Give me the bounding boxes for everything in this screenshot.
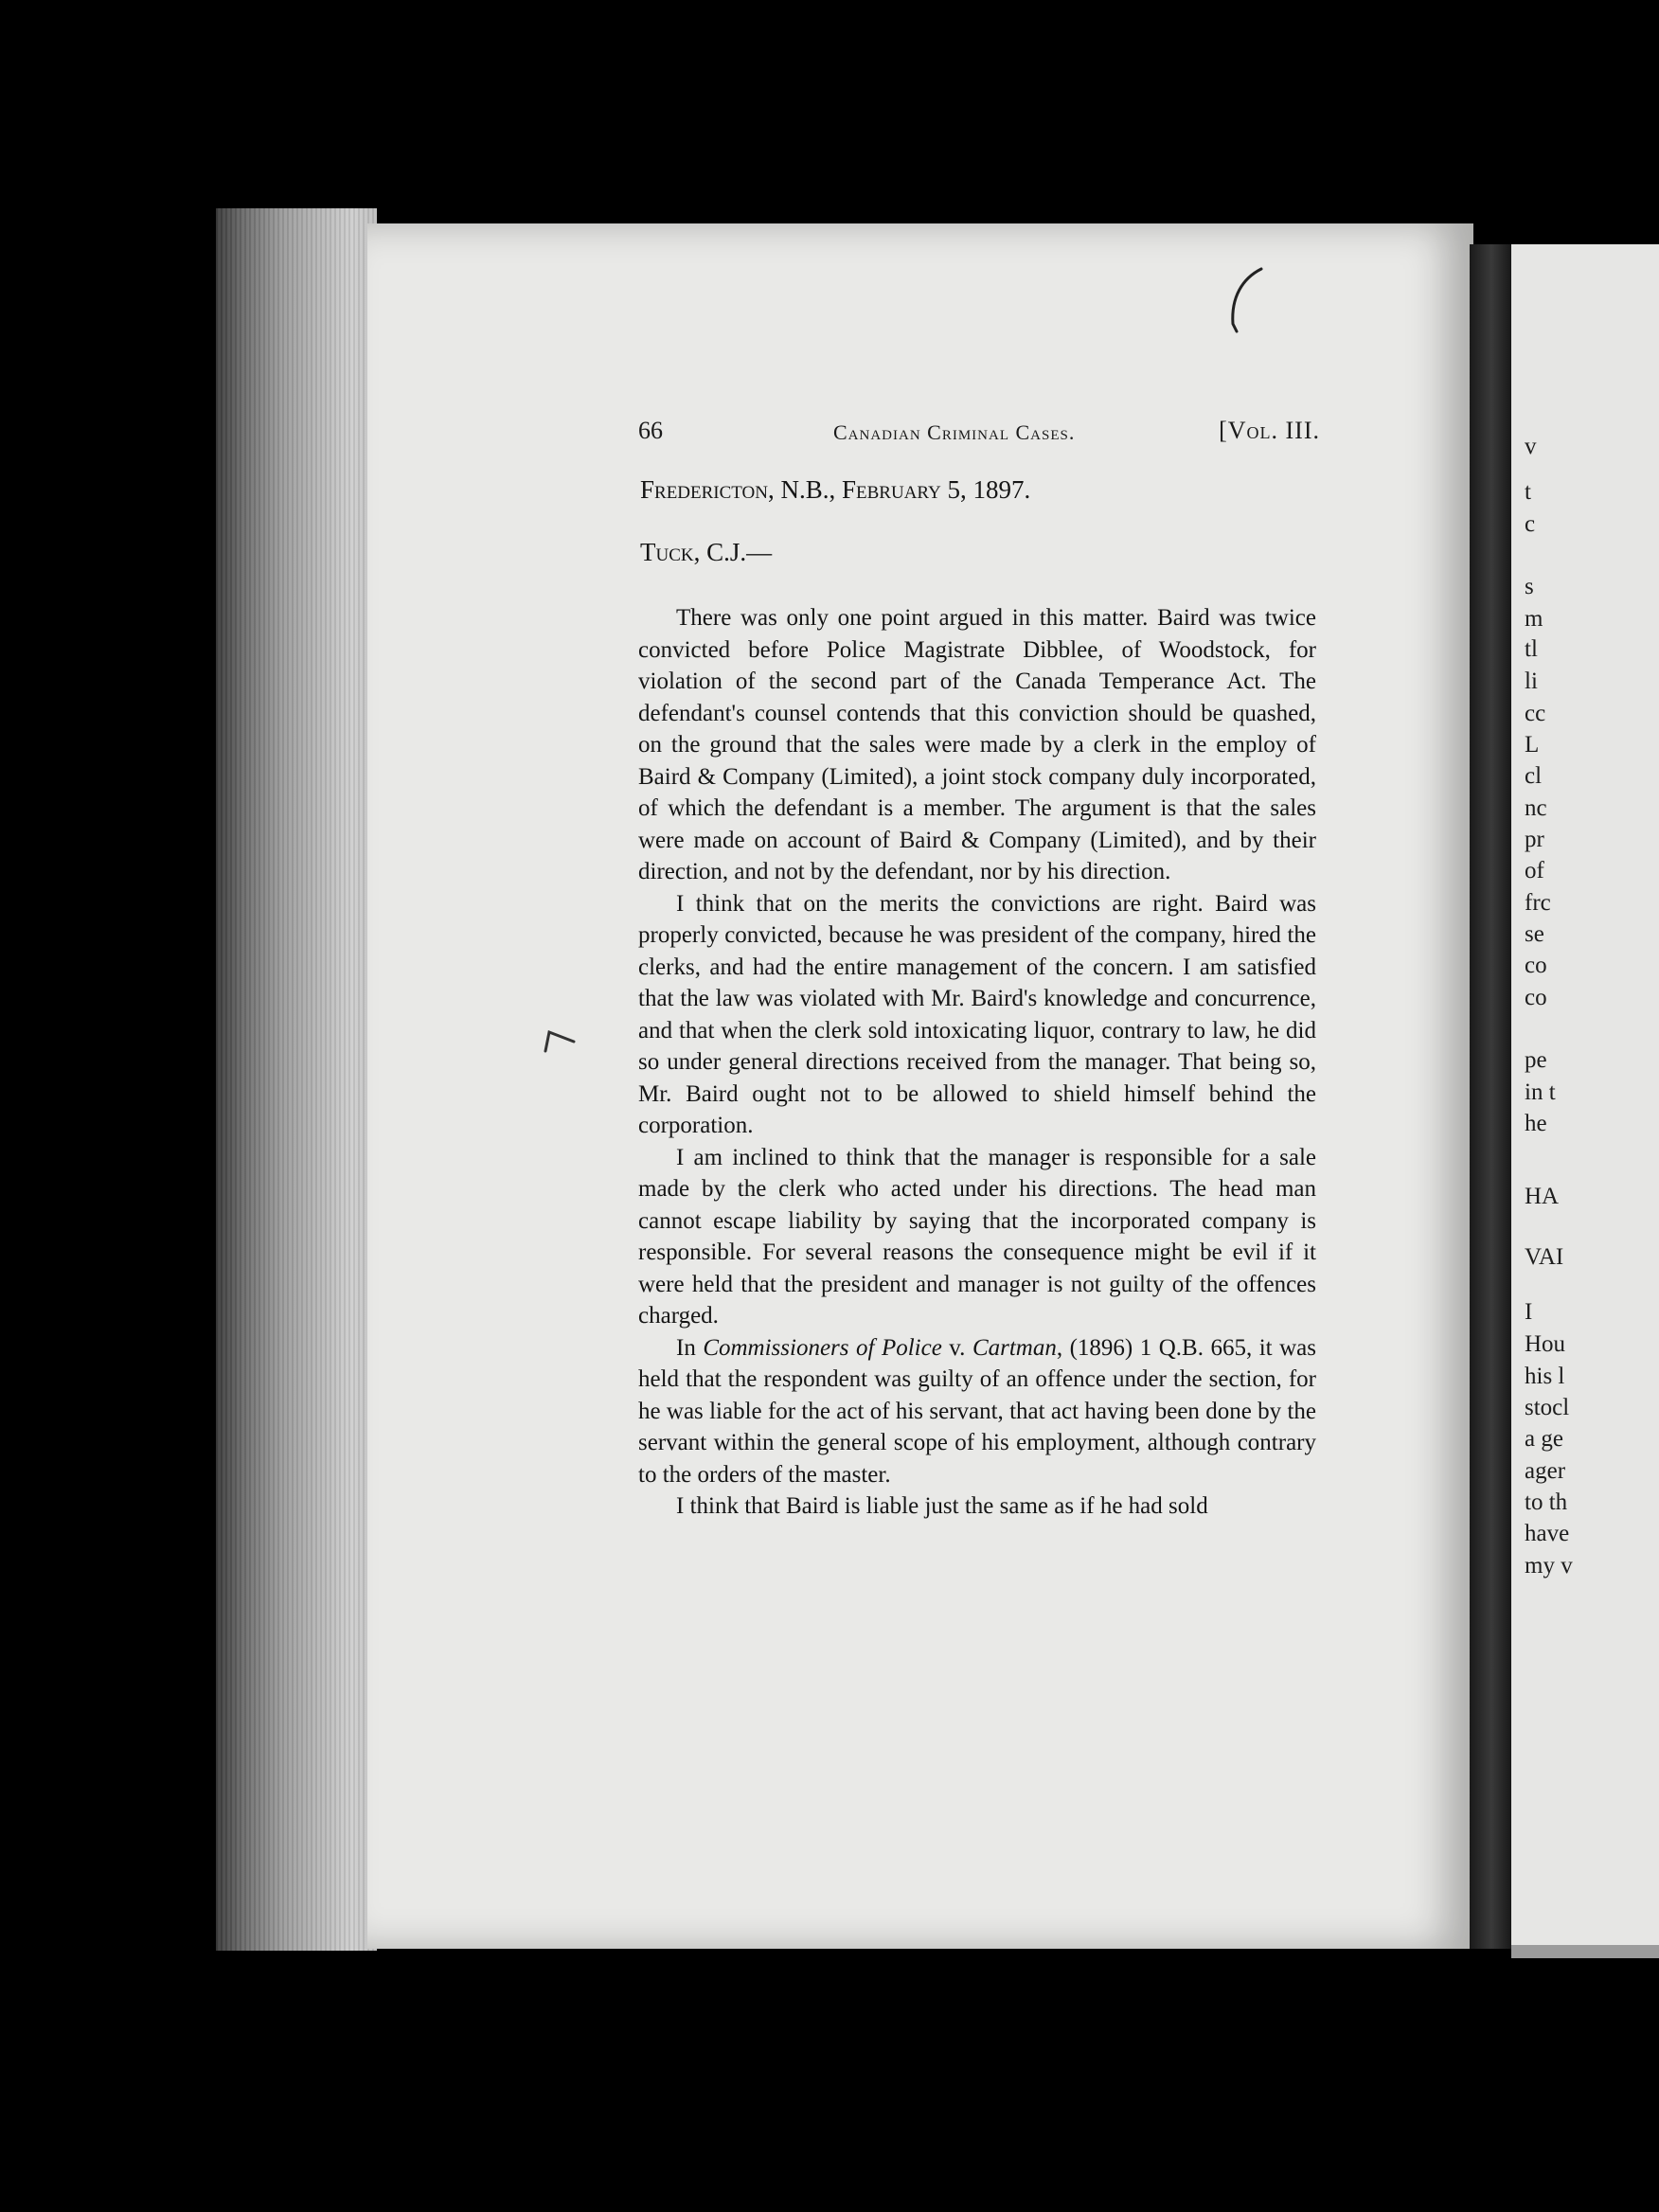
facing-page-fragment: a ge — [1525, 1426, 1563, 1452]
paragraph: I am inclined to think that the manager is responsible for a sale made by the clerk who acted under his directions. The head man cannot escape liability by saying that the incorporated company is responsible. For several reasons the consequence might be evil if it were held that the president and manager is not guilty of the offences charged. — [638, 1144, 1316, 1329]
book-page-edges — [216, 208, 377, 1951]
facing-page-edge — [1511, 1945, 1659, 1958]
case-name: Cartman — [972, 1334, 1057, 1361]
facing-page-fragment: to th — [1525, 1490, 1568, 1515]
facing-page-fragment: li — [1525, 669, 1538, 694]
pencil-mark-icon — [1222, 265, 1269, 341]
facing-page-fragment: ager — [1525, 1458, 1566, 1484]
case-name: Commissioners of Police — [703, 1334, 942, 1361]
text-run: , (1896) 1 Q.B. 665, it was held that the respondent was guilty of an offence under the section, for he was liable for the act of his servant, that act having been done by the servant within the general scope of his employment, although contrary to the orders of the master. — [638, 1334, 1316, 1488]
facing-page-fragment: he — [1525, 1111, 1547, 1136]
case-citation-paragraph — [638, 1332, 1316, 1491]
facing-page-fragment: tl — [1525, 636, 1538, 662]
facing-page-fragment: c — [1525, 511, 1536, 537]
facing-page-fragment: in t — [1525, 1079, 1556, 1105]
paragraph: There was only one point argued in this matter. Baird was twice convicted before Police Magistrate Dibblee, of Woodstock, for violation of the second part of the Canada Temperance Act. The defendant's counsel contends that this conviction should be quashed, on the ground that the sales were made by a clerk in the employ of Baird & Company (Limited), a joint stock company duly incorporated, of which the defendant is a member. The argument is that the sales were made on account of Baird & Company (Limited), and by their direction, and not by the defendant, nor by his direction. — [638, 605, 1316, 884]
book-gutter — [1470, 244, 1513, 1949]
opinion-body — [638, 602, 1316, 1523]
facing-page-fragment: co — [1525, 985, 1547, 1010]
judge-heading: Tuck, C.J.— — [640, 538, 773, 566]
facing-page-fragment: v — [1525, 434, 1537, 459]
running-head — [638, 417, 1320, 455]
facing-page-fragment: cl — [1525, 763, 1543, 789]
facing-page-fragment: co — [1525, 953, 1547, 978]
facing-page-fragment: s — [1525, 574, 1534, 599]
facing-page — [1511, 244, 1659, 1945]
dateline: Fredericton, N.B., February 5, 1897. — [640, 475, 1031, 504]
margin-tick-icon — [542, 1028, 580, 1053]
facing-page-fragment: Hou — [1525, 1331, 1566, 1357]
facing-page-fragment: L — [1525, 732, 1540, 758]
volume-label: [Vol. III. — [1219, 417, 1320, 444]
facing-page-fragment: of — [1525, 858, 1544, 883]
paragraph: I think that Baird is liable just the same as if he had sold — [676, 1493, 1208, 1519]
facing-page-fragment: have — [1525, 1521, 1570, 1546]
facing-page-fragment: HA — [1525, 1184, 1560, 1209]
facing-page-fragment: VAI — [1525, 1244, 1564, 1270]
facing-page-fragment: frc — [1525, 890, 1551, 916]
facing-page-fragment: cc — [1525, 701, 1546, 726]
facing-page-fragment: se — [1525, 921, 1544, 947]
facing-page-fragment: stocl — [1525, 1395, 1570, 1420]
running-title: Canadian Criminal Cases. — [833, 420, 1076, 444]
facing-page-fragment: pe — [1525, 1047, 1547, 1073]
page-number: 66 — [638, 417, 663, 444]
facing-page-fragment: I — [1525, 1299, 1533, 1325]
facing-page-fragment: nc — [1525, 795, 1547, 821]
facing-page-fragment: my v — [1525, 1553, 1573, 1579]
text-run: In — [676, 1334, 704, 1361]
text-run: v. — [941, 1334, 972, 1361]
paragraph: I think that on the merits the convictions are right. Baird was properly convicted, because he was president of the company, hired the clerks, and had the entire management of the concern. I am satisfied that the law was violated with Mr. Baird's knowledge and concurrence, and that when the clerk sold intoxicating liquor, contrary to law, he did so under general directions received from the manager. That being so, Mr. Baird ought not to be allowed to shield himself behind the corporation. — [638, 890, 1316, 1138]
facing-page-fragment: m — [1525, 606, 1543, 632]
facing-page-fragment: t — [1525, 479, 1531, 505]
facing-page-fragment: pr — [1525, 827, 1544, 852]
facing-page-fragment: his l — [1525, 1364, 1565, 1389]
